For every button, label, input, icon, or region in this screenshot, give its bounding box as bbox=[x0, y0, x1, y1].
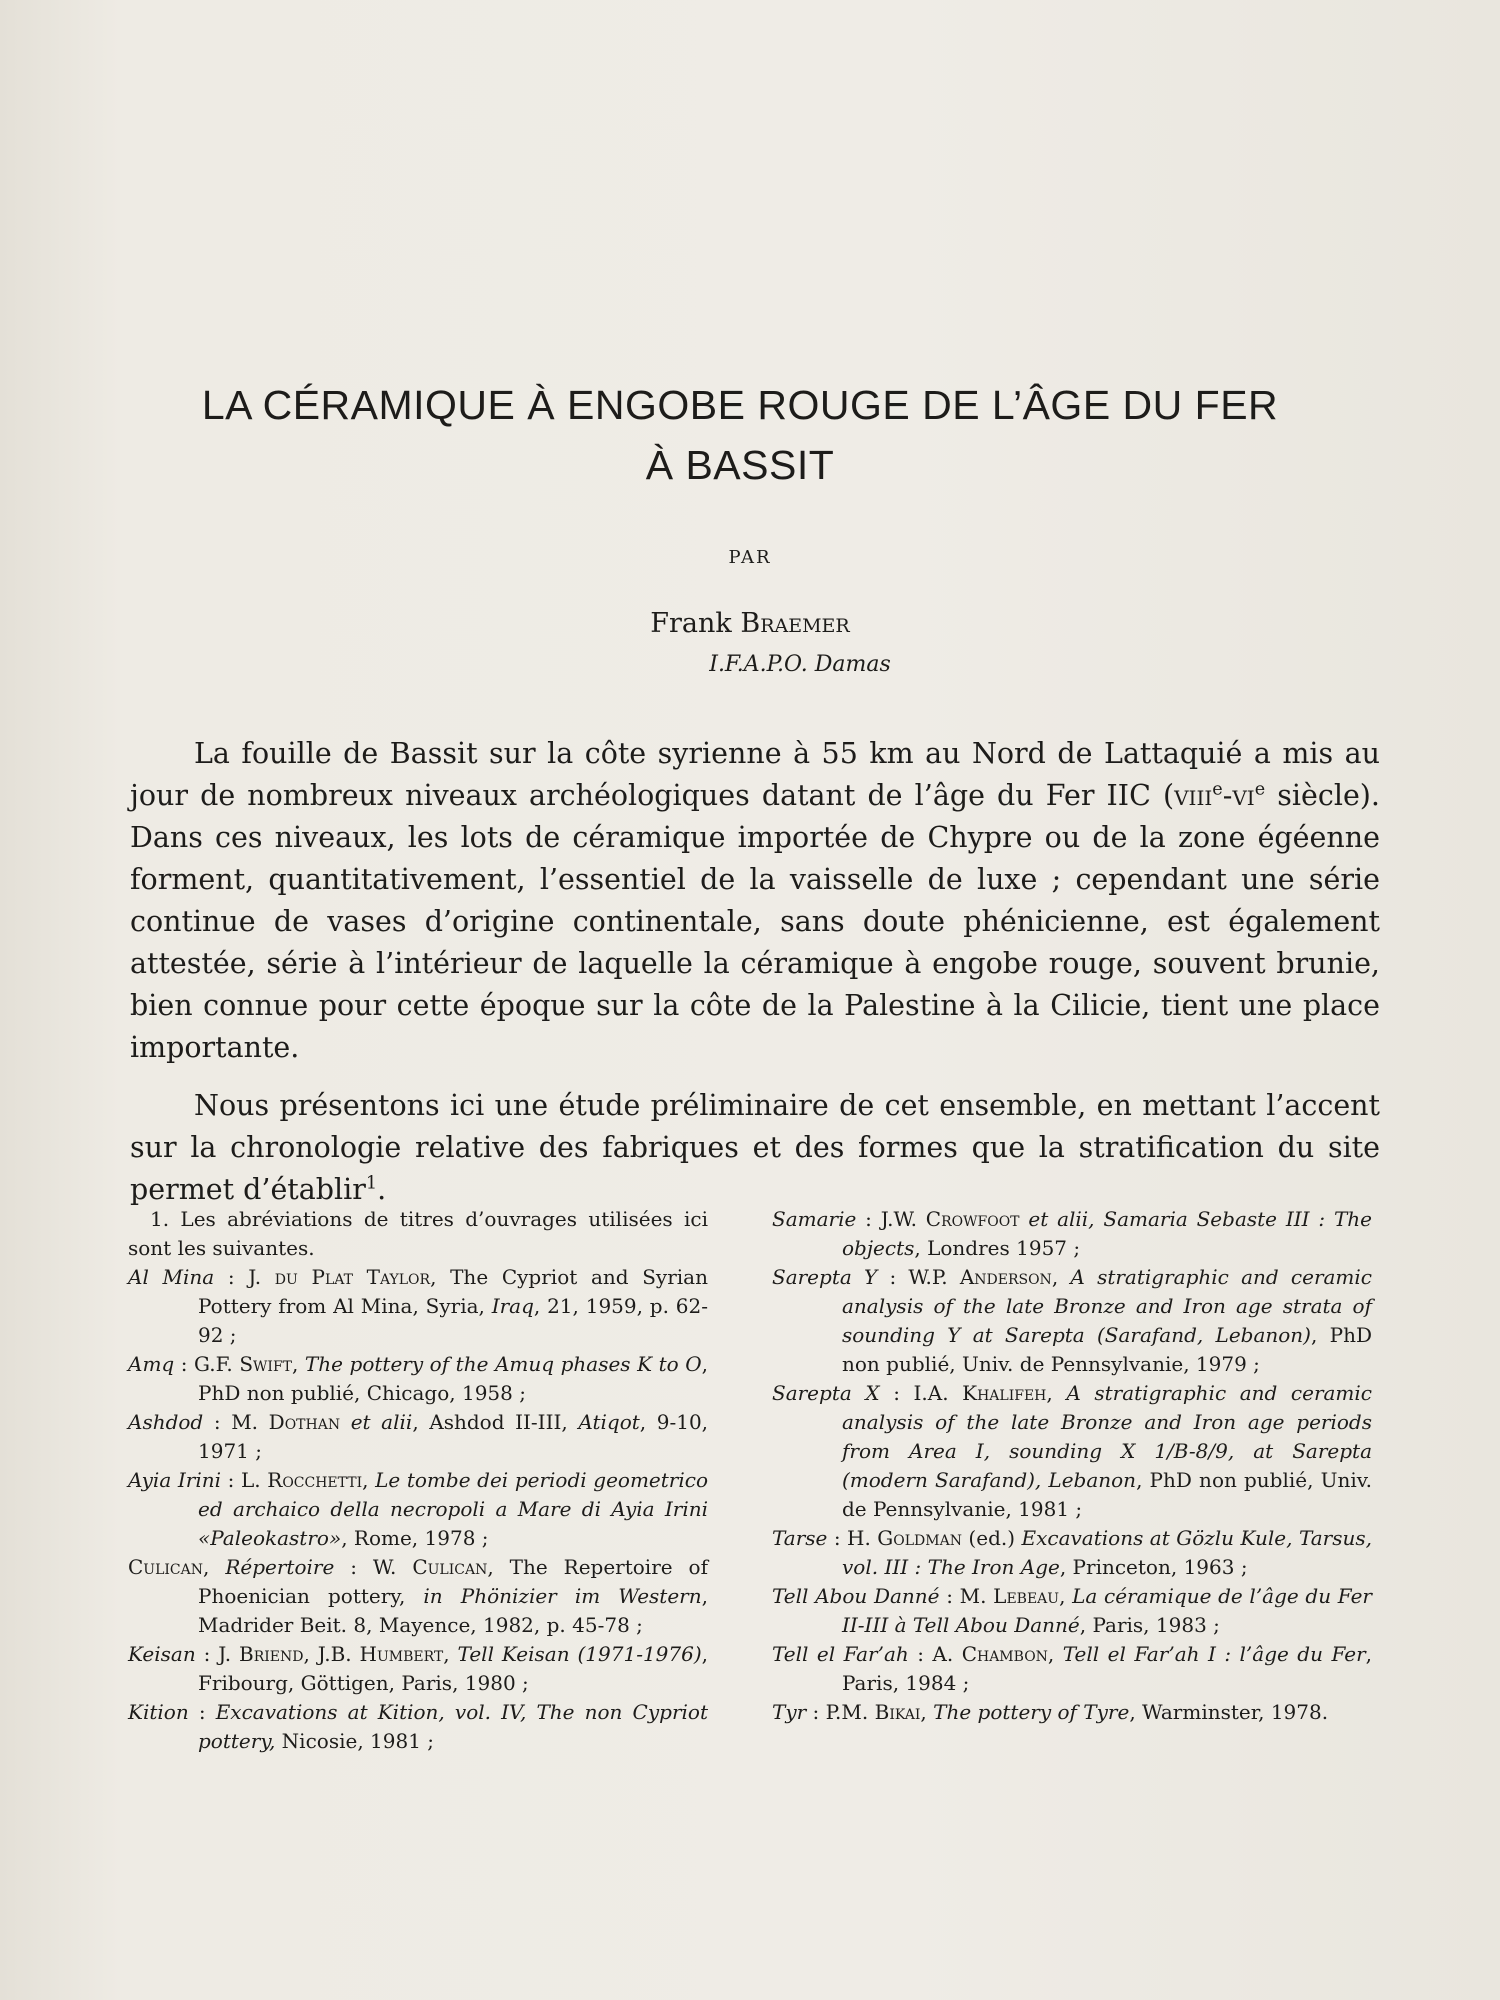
text-span: in Phönizier im Western bbox=[423, 1584, 702, 1608]
text-span: Keisan bbox=[128, 1642, 196, 1666]
text-span: Rocchetti bbox=[267, 1468, 363, 1492]
article-body bbox=[130, 733, 1380, 1227]
text-span: Excavations at Kition, vol. IV, The non Cypriot pottery, bbox=[198, 1700, 708, 1753]
text-span: , bbox=[362, 1468, 376, 1492]
text-span: Tell Keisan (1971-1976) bbox=[457, 1642, 702, 1666]
text-span: , 21, 1959, p. 62-92 ; bbox=[198, 1294, 709, 1347]
text-span: Atiqot bbox=[578, 1410, 640, 1434]
text-span: , Madrider Beit. 8, Mayence, 1982, p. 45-78 ; bbox=[198, 1584, 708, 1637]
text-span: Amq bbox=[128, 1352, 175, 1376]
text-span: Le tombe dei periodi geometrico ed archaico della necropoli a Mare di Ayia Irini «Paleokastro» bbox=[198, 1468, 708, 1550]
footnote-ref-1[interactable]: 1 bbox=[365, 1173, 378, 1194]
text-span: : J.W. bbox=[856, 1207, 926, 1231]
text-span: : bbox=[188, 1700, 216, 1724]
article-title bbox=[120, 375, 1360, 495]
text-span: : M. bbox=[203, 1410, 269, 1434]
text-span: , Paris, 1984 ; bbox=[842, 1642, 1372, 1695]
text-span: Humbert bbox=[359, 1642, 444, 1666]
footnote-entry bbox=[772, 1640, 1372, 1698]
text-span: , Fribourg, Göttigen, Paris, 1980 ; bbox=[198, 1642, 709, 1695]
text-span: , bbox=[443, 1642, 458, 1666]
p1-century-viii: viii bbox=[1174, 779, 1213, 812]
text-span: Iraq bbox=[491, 1294, 534, 1318]
text-span: , bbox=[203, 1555, 226, 1579]
footnote-entry bbox=[772, 1524, 1372, 1582]
text-span: The pottery of Tyre bbox=[933, 1700, 1130, 1724]
footnote-entry bbox=[772, 1205, 1372, 1263]
footnote-entry bbox=[772, 1582, 1372, 1640]
p1-dash: - bbox=[1222, 779, 1233, 812]
text-span: Swift bbox=[239, 1352, 293, 1376]
p2-end: . bbox=[377, 1173, 387, 1206]
text-span: Répertoire bbox=[225, 1555, 335, 1579]
text-span: , Warminster, 1978. bbox=[1129, 1700, 1329, 1724]
footnote-entry bbox=[772, 1379, 1372, 1524]
footnote-entry bbox=[128, 1553, 708, 1640]
footnote-intro: 1. Les abréviations de titres d’ouvrages utilisées ici sont les suivantes. bbox=[128, 1207, 708, 1260]
text-span: : J. bbox=[195, 1642, 240, 1666]
p1-sup-2: e bbox=[1254, 779, 1266, 800]
text-span: : I.A. bbox=[879, 1381, 963, 1405]
text-span: , 9-10, 1971 ; bbox=[198, 1410, 709, 1463]
title-line-2: À BASSIT bbox=[645, 442, 835, 488]
text-span: Samarie bbox=[772, 1207, 857, 1231]
p1-sup-1: e bbox=[1212, 779, 1223, 800]
text-span: Tell el Far’ah I : l’âge du Fer bbox=[1062, 1642, 1366, 1666]
by-label: PAR bbox=[728, 547, 772, 568]
footnote-entry bbox=[772, 1263, 1372, 1379]
text-span: La céramique de l’âge du Fer II-III à Tell Abou Danné bbox=[842, 1584, 1372, 1637]
text-span: Khalifeh bbox=[962, 1381, 1047, 1405]
text-span: Tarse bbox=[772, 1526, 828, 1550]
p1-text-a: La fouille de Bassit sur la côte syrienne à 55 km au Nord de Lattaquié a mis au jour de nombreux niveaux archéologiques datant de l’âge du Fer IIC ( bbox=[130, 737, 1380, 812]
title-line-1: LA CÉRAMIQUE À ENGOBE ROUGE DE L’ÂGE DU FER bbox=[201, 382, 1279, 428]
text-span: : W. bbox=[334, 1555, 413, 1579]
text-span: The pottery of the Amuq phases K to O bbox=[304, 1352, 702, 1376]
footnotes-left-column bbox=[128, 1205, 708, 1756]
footnote-entry bbox=[128, 1466, 708, 1553]
author-name bbox=[0, 608, 1500, 639]
p1-century-vi: vi bbox=[1232, 779, 1255, 812]
text-span: , PhD non publié, Univ. de Pennsylvanie, 1981 ; bbox=[842, 1468, 1373, 1521]
text-span: , bbox=[920, 1700, 934, 1724]
footnotes-right-column bbox=[772, 1205, 1372, 1727]
text-span bbox=[340, 1410, 351, 1434]
text-span: , The Cypriot and Syrian Pottery from Al Mina, Syria, bbox=[198, 1265, 708, 1318]
text-span: Sarepta X bbox=[772, 1381, 880, 1405]
text-span: : A. bbox=[908, 1642, 962, 1666]
text-span: : J. bbox=[214, 1265, 275, 1289]
text-span: : H. bbox=[827, 1526, 878, 1550]
text-span: Goldman bbox=[877, 1526, 962, 1550]
text-span: , The Repertoire of Phoenician pottery, bbox=[198, 1555, 708, 1608]
text-span: , bbox=[1051, 1265, 1071, 1289]
text-span: Anderson bbox=[959, 1265, 1052, 1289]
text-span: , bbox=[1059, 1584, 1073, 1608]
footnote-entry bbox=[772, 1698, 1372, 1727]
footnote-entry bbox=[128, 1263, 708, 1350]
footnote-entry bbox=[128, 1350, 708, 1408]
text-span: Excavations at Gözlu Kule, Tarsus, vol. III : The Iron Age bbox=[842, 1526, 1372, 1579]
text-span: Al Mina bbox=[128, 1265, 215, 1289]
text-span: et alii bbox=[350, 1410, 413, 1434]
text-span: , PhD non publié, Univ. de Pennsylvanie, 1979 ; bbox=[842, 1323, 1372, 1376]
text-span: A stratigraphic and ceramic analysis of the late Bronze and Iron age periods from Area I, sounding X 1/B-8/9, at Sarepta (modern Sarafand), Lebanon bbox=[842, 1381, 1372, 1492]
text-span: et alii, Samaria Sebaste III : The objects bbox=[842, 1207, 1372, 1260]
text-span: , bbox=[292, 1352, 305, 1376]
text-span: Culican bbox=[412, 1555, 488, 1579]
paragraph-1 bbox=[130, 733, 1380, 1069]
text-span: Lebeau bbox=[993, 1584, 1060, 1608]
text-span: , Ashdod II-III, bbox=[412, 1410, 579, 1434]
text-span: , Rome, 1978 ; bbox=[341, 1526, 489, 1550]
text-span: Briend bbox=[239, 1642, 304, 1666]
text-span: : G.F. bbox=[174, 1352, 240, 1376]
text-span: , bbox=[1046, 1381, 1067, 1405]
paragraph-2 bbox=[130, 1085, 1380, 1211]
text-span: Chambon bbox=[961, 1642, 1048, 1666]
text-span: du Plat Taylor bbox=[274, 1265, 431, 1289]
text-span: Ashdod bbox=[128, 1410, 204, 1434]
p1-text-b: siècle). Dans ces niveaux, les lots de céramique importée de Chypre ou de la zone égéenne forment, quantitativement, l’essentiel de la vaisselle de luxe ; cependant une série continue de vases d’origine continentale, sans doute phénicienne, est également attestée, série à l’intérieur de laquelle la céramique à engobe rouge, souvent brunie, bien connue pour cette époque sur la côte de la Palestine à la Cilicie, tient une place importante. bbox=[130, 779, 1380, 1064]
text-span: Sarepta Y bbox=[772, 1265, 878, 1289]
text-span: Kition bbox=[128, 1700, 189, 1724]
text-span: : W.P. bbox=[877, 1265, 960, 1289]
author-last-name: Braemer bbox=[740, 608, 850, 639]
text-span: Ayia Irini bbox=[128, 1468, 222, 1492]
text-span: : P.M. bbox=[806, 1700, 875, 1724]
text-span: , Princeton, 1963 ; bbox=[1059, 1555, 1248, 1579]
text-span: , Londres 1957 ; bbox=[914, 1236, 1081, 1260]
text-span: , bbox=[1047, 1642, 1063, 1666]
text-span: Tell Abou Danné bbox=[772, 1584, 940, 1608]
text-span: : M. bbox=[939, 1584, 994, 1608]
author-affiliation: I.F.A.P.O. Damas bbox=[709, 652, 891, 677]
text-span: : L. bbox=[221, 1468, 268, 1492]
text-span: Tyr bbox=[772, 1700, 807, 1724]
text-span: Dothan bbox=[268, 1410, 341, 1434]
text-span: Culican bbox=[128, 1555, 204, 1579]
text-span: , PhD non publié, Chicago, 1958 ; bbox=[198, 1352, 708, 1405]
footnote-entry bbox=[128, 1698, 708, 1756]
text-span: Bikai bbox=[874, 1700, 921, 1724]
footnote-entry bbox=[128, 1640, 708, 1698]
text-span: Nicosie, 1981 ; bbox=[275, 1729, 435, 1753]
text-span: , J.B. bbox=[303, 1642, 360, 1666]
text-span: , Paris, 1983 ; bbox=[1079, 1613, 1220, 1637]
text-span: Crowfoot bbox=[925, 1207, 1020, 1231]
footnote-entry bbox=[128, 1408, 708, 1466]
author-first-name: Frank bbox=[650, 608, 732, 639]
text-span: (ed.) bbox=[961, 1526, 1022, 1550]
text-span: Tell el Far’ah bbox=[772, 1642, 909, 1666]
text-span: A stratigraphic and ceramic analysis of the late Bronze and Iron age strata of sounding Y at Sarepta (Sarafand, Lebanon) bbox=[842, 1265, 1372, 1347]
p2-text: Nous présentons ici une étude préliminaire de cet ensemble, en mettant l’accent sur la chronologie relative des fabriques et des formes que la stratification du site permet d’établir bbox=[130, 1089, 1380, 1206]
